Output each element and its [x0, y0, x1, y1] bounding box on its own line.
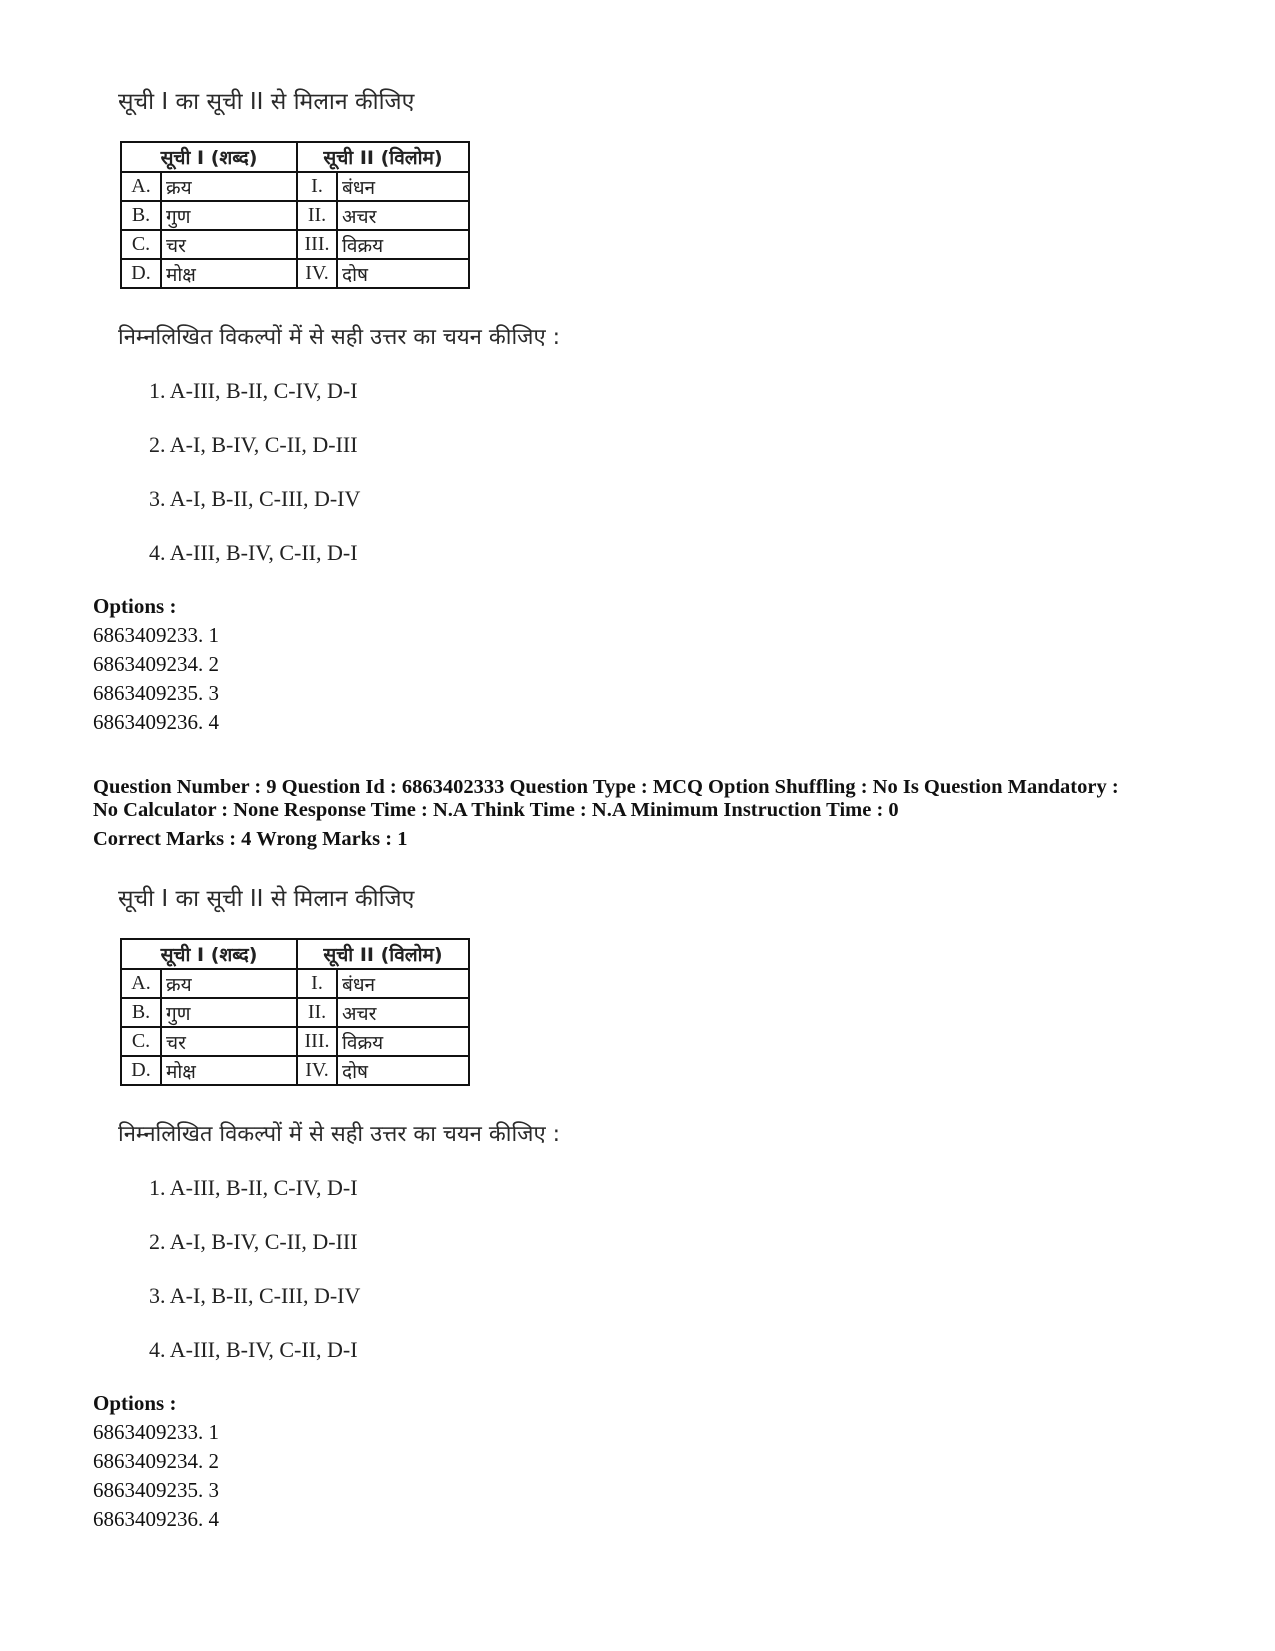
row-label: IV. — [297, 259, 337, 288]
choice-2: 2. A-I, B-IV, C-II, D-III — [149, 432, 358, 457]
row-label: IV. — [297, 1056, 337, 1085]
table-row — [121, 969, 469, 998]
word-cell: चर — [161, 230, 297, 259]
row-label: B. — [121, 998, 161, 1027]
row-label: D. — [121, 259, 161, 288]
question-title: सूची I का सूची II से मिलान कीजिए — [118, 89, 415, 115]
match-table — [120, 141, 470, 289]
row-label: A. — [121, 172, 161, 201]
table-header-row — [121, 939, 469, 969]
list1-header: सूची I (शब्द) — [121, 939, 297, 969]
choice-4: 4. A-III, B-IV, C-II, D-I — [149, 540, 358, 565]
table-header-row — [121, 142, 469, 172]
row-label: I. — [297, 172, 337, 201]
choice-4: 4. A-III, B-IV, C-II, D-I — [149, 1337, 358, 1362]
instruction-text: निम्नलिखित विकल्पों में से सही उत्तर का चयन कीजिए : — [118, 1122, 561, 1147]
list2-header: सूची II (विलोम) — [297, 142, 469, 172]
table-row — [121, 998, 469, 1027]
word-cell: मोक्ष — [161, 1056, 297, 1085]
word-cell: क्रय — [161, 969, 297, 998]
choice-3: 3. A-I, B-II, C-III, D-IV — [149, 1283, 361, 1308]
question-marks: Correct Marks : 4 Wrong Marks : 1 — [93, 828, 408, 850]
question-title: सूची I का सूची II से मिलान कीजिए — [118, 886, 415, 912]
choice-2: 2. A-I, B-IV, C-II, D-III — [149, 1229, 358, 1254]
row-label: C. — [121, 230, 161, 259]
choice-1: 1. A-III, B-II, C-IV, D-I — [149, 1175, 358, 1200]
row-label: D. — [121, 1056, 161, 1085]
list2-header: सूची II (विलोम) — [297, 939, 469, 969]
antonym-cell: दोष — [337, 1056, 469, 1085]
option-id-1: 6863409233. 1 — [93, 623, 219, 647]
list1-header: सूची I (शब्द) — [121, 142, 297, 172]
table-row — [121, 259, 469, 288]
row-label: III. — [297, 1027, 337, 1056]
table-row — [121, 1056, 469, 1085]
table-row — [121, 1027, 469, 1056]
match-table — [120, 938, 470, 1086]
row-label: C. — [121, 1027, 161, 1056]
option-id-2: 6863409234. 2 — [93, 652, 219, 676]
antonym-cell: विक्रय — [337, 230, 469, 259]
word-cell: गुण — [161, 998, 297, 1027]
row-label: II. — [297, 201, 337, 230]
antonym-cell: विक्रय — [337, 1027, 469, 1056]
row-label: A. — [121, 969, 161, 998]
antonym-cell: अचर — [337, 201, 469, 230]
choice-3: 3. A-I, B-II, C-III, D-IV — [149, 486, 361, 511]
antonym-cell: दोष — [337, 259, 469, 288]
antonym-cell: बंधन — [337, 969, 469, 998]
row-label: II. — [297, 998, 337, 1027]
options-heading: Options : — [93, 1391, 177, 1415]
option-id-1: 6863409233. 1 — [93, 1420, 219, 1444]
antonym-cell: अचर — [337, 998, 469, 1027]
instruction-text: निम्नलिखित विकल्पों में से सही उत्तर का चयन कीजिए : — [118, 325, 561, 350]
antonym-cell: बंधन — [337, 172, 469, 201]
option-id-4: 6863409236. 4 — [93, 710, 219, 734]
option-id-4: 6863409236. 4 — [93, 1507, 219, 1531]
word-cell: क्रय — [161, 172, 297, 201]
option-id-3: 6863409235. 3 — [93, 681, 219, 705]
row-label: I. — [297, 969, 337, 998]
word-cell: चर — [161, 1027, 297, 1056]
row-label: B. — [121, 201, 161, 230]
choice-1: 1. A-III, B-II, C-IV, D-I — [149, 378, 358, 403]
question-meta-line-1: Question Number : 9 Question Id : 6863402333 Question Type : MCQ Option Shuffling : No Is Question Mandatory : — [93, 776, 1119, 798]
table-row — [121, 172, 469, 201]
table-row — [121, 230, 469, 259]
table-row — [121, 201, 469, 230]
options-heading: Options : — [93, 594, 177, 618]
option-id-2: 6863409234. 2 — [93, 1449, 219, 1473]
row-label: III. — [297, 230, 337, 259]
word-cell: मोक्ष — [161, 259, 297, 288]
option-id-3: 6863409235. 3 — [93, 1478, 219, 1502]
word-cell: गुण — [161, 201, 297, 230]
question-meta-line-2: No Calculator : None Response Time : N.A Think Time : N.A Minimum Instruction Time : 0 — [93, 799, 899, 821]
